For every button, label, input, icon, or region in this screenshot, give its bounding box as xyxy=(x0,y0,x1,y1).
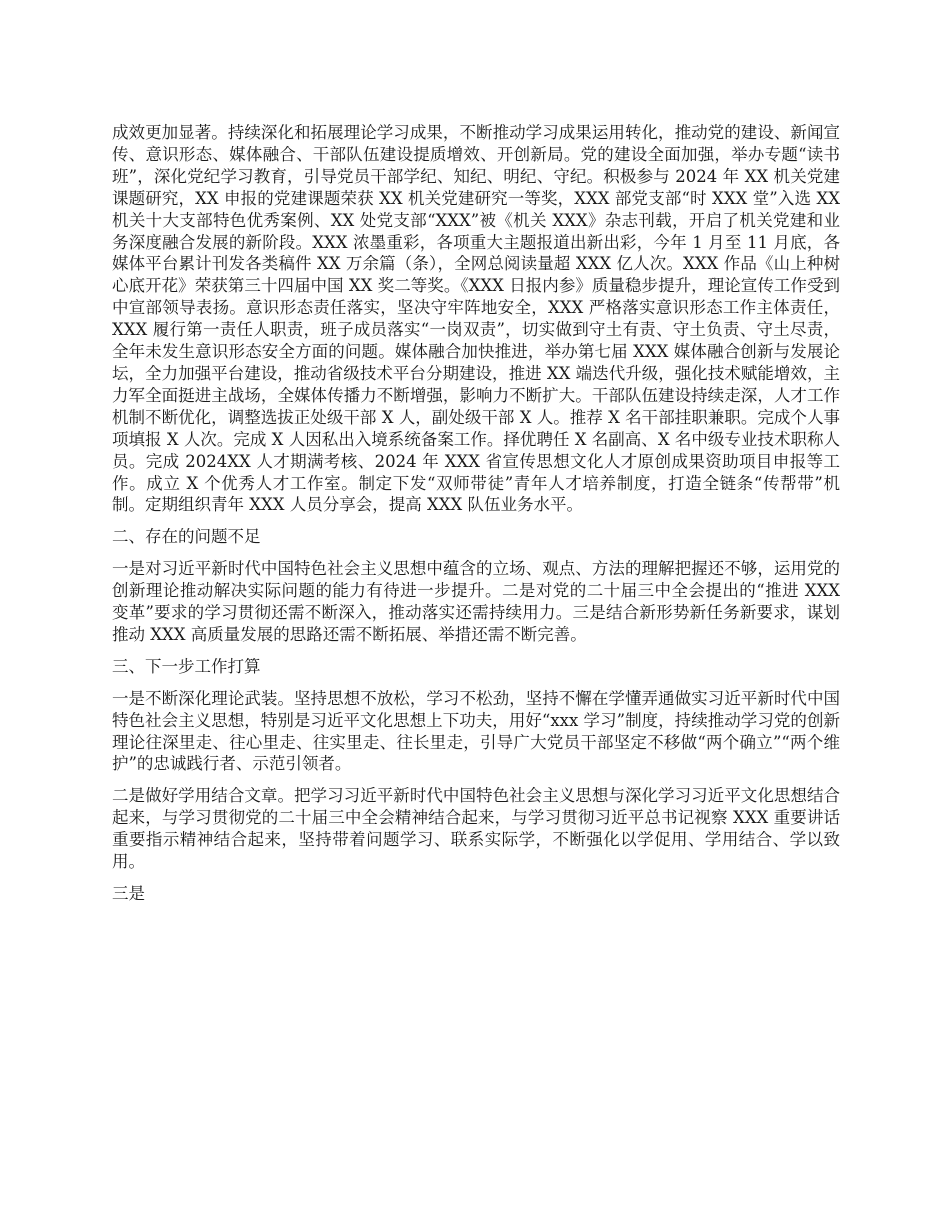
document-page xyxy=(112,122,840,905)
problems-paragraph: 一是对习近平新时代中国特色社会主义思想中蕴含的立场、观点、方法的理解把握还不够，运用党的创新理论推动解决实际问题的能力有待进一步提升。二是对党的二十届三中全会提出的“推进 XXX 变革”要求的学习贯彻还需不断深入，推动落实还需持续用力。三是结合新形势新任务新要求，谋划推动 XXX 高质量发展的思路还需不断拓展、举措还需不断完善。 xyxy=(112,559,840,644)
third-point-paragraph: 三是 xyxy=(112,884,145,903)
achievements-paragraph: 成效更加显著。持续深化和拓展理论学习成果，不断推动学习成果运用转化，推动党的建设、新闻宣传、意识形态、媒体融合、干部队伍建设提质增效、开创新局。党的建设全面加强，举办专题“读书班”，深化党纪学习教育，引导党员干部学纪、知纪、明纪、守纪。积极参与 2024 年 XX 机关党建课题研究，XX 申报的党建课题荣获 XX 机关党建研究一等奖，XXX 部党支部“时 XXX 堂”入选 XX 机关十大支部特色优秀案例、XX 处党支部“XXX”被《机关 XXX》杂志刊载，开启了机关党建和业务深度融合发展的新阶段。XXX 浓墨重彩，各项重大主题报道出新出彩，今年 1 月至 11 月底，各媒体平台累计刊发各类稿件 XX 万余篇（条），全网总阅读量超 XXX 亿人次。XXX 作品《山上种树心底开花》荣获第三十四届中国 XX 奖二等奖。《XXX 日报内参》质量稳步提升，理论宣传工作受到中宣部领导表扬。意识形态责任落实，坚决守牢阵地安全，XXX 严格落实意识形态工作主体责任，XXX 履行第一责任人职责，班子成员落实“一岗双责”，切实做到守土有责、守土负责、守土尽责，全年未发生意识形态安全方面的问题。媒体融合加快推进，举办第七届 XXX 媒体融合创新与发展论坛，全力加强平台建设，推动省级技术平台分期建设，推进 XX 端迭代升级，强化技术赋能增效，主力军全面挺进主战场，全媒体传播力不断增强，影响力不断扩大。干部队伍建设持续走深，人才工作机制不断优化，调整选拔正处级干部 X 人，副处级干部 X 人。推荐 X 名干部挂职兼职。完成个人事项填报 X 人次。完成 X 人因私出入境系统备案工作。择优聘任 X 名副高、X 名中级专业技术职称人员。完成 2024XX 人才期满考核、2024 年 XXX 省宣传思想文化人才原创成果资助项目申报等工作。成立 X 个优秀人才工作室。制定下发“双师带徒”青年人才培养制度，打造全链条“传帮带”机制。定期组织青年 XXX 人员分享会，提高 XXX 队伍业务水平。 xyxy=(112,123,840,515)
section-heading-next-steps: 三、下一步工作打算 xyxy=(112,656,261,676)
study-application-paragraph: 二是做好学用结合文章。把学习习近平新时代中国特色社会主义思想与深化学习习近平文化思想结合起来，与学习贯彻党的二十届三中全会精神结合起来，与学习贯彻习近平总书记视察 XXX 重要讲话重要指示精神结合起来，坚持带着问题学习、联系实际学，不断强化以学促用、学用结合、学以致用。 xyxy=(112,786,840,872)
section-heading-problems: 二、存在的问题不足 xyxy=(112,527,261,547)
theory-study-paragraph: 一是不断深化理论武装。坚持思想不放松，学习不松劲，坚持不懈在学懂弄通做实习近平新时代中国特色社会主义思想，特别是习近平文化思想上下功夫，用好“xxx 学习”制度，持续推动学习党的创新理论往深里走、往心里走、往实里走、往长里走，引导广大党员干部坚定不移做“两个确立”“两个维护”的忠诚践行者、示范引领者。 xyxy=(112,688,840,774)
